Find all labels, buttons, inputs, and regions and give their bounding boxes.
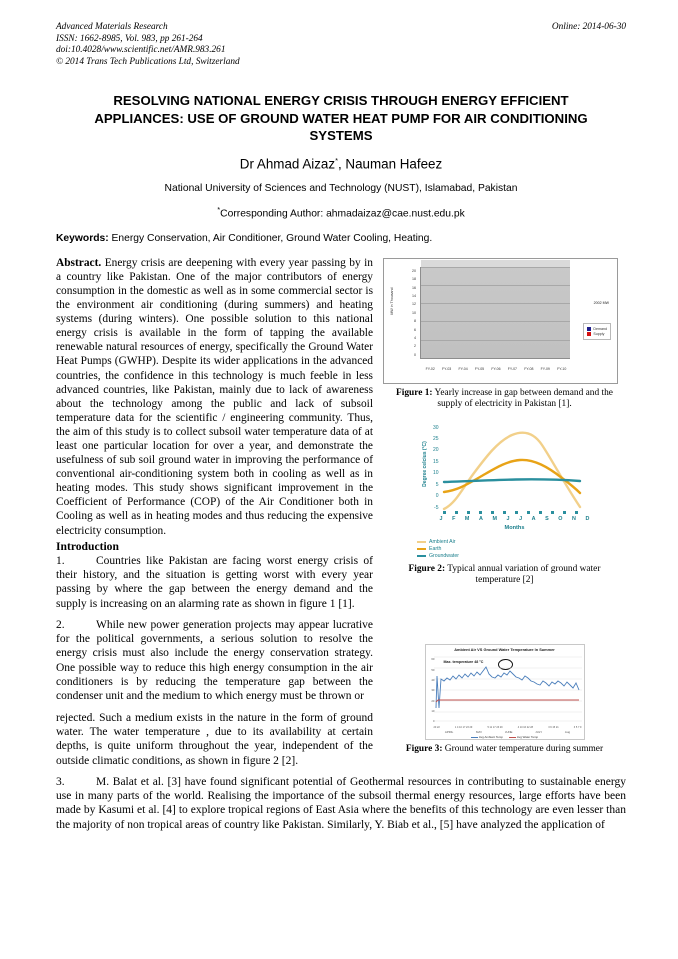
- legend-item-groundwater: Groundwater: [417, 553, 626, 560]
- figure-column: [383, 258, 626, 766]
- figure-3-annotation: Max. temperature 48 °C: [443, 660, 484, 665]
- figure-1-x-ticks: FY-02 FY-03 FY-04 FY-05 FY-06 FY-07 FY-08 FY-09 FY-10: [425, 366, 567, 371]
- corresponding-author-line: [56, 205, 626, 219]
- journal-header-right: [552, 22, 626, 34]
- figure-1-chart: [383, 258, 618, 384]
- keywords-value: Energy Conservation, Air Conditioner, Ground Water Cooling, Heating.: [111, 232, 433, 244]
- journal-name: Advanced Materials Research: [56, 22, 168, 32]
- journal-issn: ISSN: 1662-8985, Vol. 983, pp 261-264: [56, 33, 203, 44]
- legend-item-avg-ambient-temp: Avg Ambient Temp: [471, 735, 503, 739]
- author-primary: Dr Ahmad Aizaz: [239, 156, 336, 172]
- figure-3-caption: Figure 3: Ground water temperature during summer: [405, 744, 604, 755]
- corresponding-author-marker: *: [335, 155, 338, 165]
- asterisk-icon: *: [217, 205, 221, 215]
- author-secondary: , Nauman Hafeez: [337, 156, 443, 172]
- figure-3-chart: [425, 644, 585, 740]
- journal-header-left: [56, 22, 240, 68]
- figure-3-block: [383, 644, 626, 755]
- figure-2-x-axis-title: Months: [504, 524, 525, 531]
- figure-2-y-axis-title: Degree celcius (°C): [421, 440, 428, 487]
- paragraph-number: 1.: [56, 554, 65, 567]
- legend-item-ambient-air: Ambient Air: [417, 539, 626, 546]
- abstract-label: Abstract.: [56, 256, 102, 269]
- legend-item-demand: Demand: [587, 327, 607, 331]
- legend-item-supply: Supply: [587, 332, 607, 336]
- figure-3-x-ticks: 20 22 1 4 10 17 23 29 5 11 17 23 29 4 10 16 22 28 3 9 15 21 3 5 7 9: [433, 726, 582, 730]
- abstract-text: Energy crisis are deepening with every year passing by in a country like Pakistan. One of the major contributors of energy consumption in the domestic as well as in some commercial sector is the environment air conditioning (during summers) and heating systems (during winters). One possible solution to this national energy crisis is available in the form of tapping the available renewable natural resources of energy, specifically the Ground Water Heat Pumps (GWHP). Despite its wider applications in the advanced countries, the confidence in this technology is much feeble in less advanced countries, like Pakistan, mainly due to lack of awareness about the technology among the public and lack of subsoil temperature data for the scientific / engineering community. Thus, the aim of this study is to collect subsoil water temperature data of at least one particular location for over a year, and demonstrate the usefulness of sub soil ground water in improving the performance of conventional air-conditioning system both in cooling as well as in heating modes. This study shows significant improvement in the Coefficient of Performance (COP) of the Air Conditioner both in Cooling as well as in heating modes and thus reducing the expensive electricity consumption.: [56, 256, 373, 537]
- page-title: RESOLVING NATIONAL ENERGY CRISIS THROUGH ENERGY EFFICIENT APPLIANCES: USE OF GROUND WATER HEAT PUMP FOR AIR CONDITIONING SYSTEMS: [94, 93, 588, 144]
- journal-copyright: © 2014 Trans Tech Publications Ltd, Switzerland: [56, 56, 240, 67]
- figure-1-y-ticks: 20 18 16 14 12 10 8 6 4 2 0: [412, 268, 416, 357]
- corresponding-author-text: Corresponding Author: ahmadaizaz@cae.nust.edu.pk: [220, 208, 465, 220]
- figure-3-title: Ambient Air VS Ground Water Temperature In Summer: [454, 647, 555, 653]
- figure-2-legend: [417, 539, 626, 560]
- paragraph-text: M. Balat et al. [3] have found significant potential of Geothermal resources in contributing to sustainable energy use in many parts of the world. Realising the importance of the subsoil thermal energy resources, large efforts have been made by Kasumi et al. [4] to explore tropical regions of East Asia where the benefits of this technology are even lesser than the majority of non tropical areas of country like Pakistan. Similarly, Y. Biab et al., [5] have analyzed the application of: [56, 775, 626, 831]
- figure-1-annotation: 2002 MW: [593, 300, 609, 305]
- paragraph-text: Countries like Pakistan are facing worst energy crisis of their history, and the situation is getting worst with every year passing by where the gap between the energy demand and the supply is increasing on an alarming rate as shown in figure 1 [1].: [56, 554, 373, 610]
- paragraph-text: While new power generation projects may appear lucrative for the political governments, a serious solution to resolve the energy crisis must also include the energy conservation strategy. One possible way to reduce this high energy consumption in the air conditioners is by reducing the temperature gap between the condenser unit and the medium to which energy must be thrown or: [56, 618, 373, 703]
- keywords-line: [56, 233, 626, 244]
- figure-1-legend: [583, 323, 611, 340]
- figure-1-block: [383, 258, 626, 411]
- figure-2-chart: [410, 421, 600, 539]
- legend-item-earth: Earth: [417, 546, 626, 553]
- legend-item-avg-water-temp: Avg Water Temp: [509, 735, 538, 739]
- paragraph-number: 3.: [56, 775, 65, 788]
- figure-3-lines: [434, 655, 582, 723]
- figure-3-y-ticks: 60 50 40 30 20 10: [431, 657, 435, 714]
- figure-1-caption: Figure 1: Yearly increase in gap between demand and the supply of electricity in Pakistan [1].: [396, 387, 613, 410]
- figure-2-block: [383, 421, 626, 587]
- figure-2-lines: [440, 423, 592, 515]
- section-heading-introduction: Introduction: [56, 539, 119, 553]
- journal-doi: doi:10.4028/www.scientific.net/AMR.983.261: [56, 45, 226, 56]
- paragraph-3: [56, 775, 626, 832]
- affiliation: National University of Sciences and Technology (NUST), Islamabad, Pakistan: [164, 183, 518, 195]
- figure-3-legend: [426, 735, 584, 739]
- body-wrap: [56, 256, 626, 832]
- paragraph-text: rejected. Such a medium exists in the nature in the form of ground water. The water temperature , due to its availability at certain depths, is quite uniform throughout the year, independent of the outside climatic conditions, as shown in figure 2 [2].: [56, 711, 373, 767]
- keywords-label: Keywords:: [56, 232, 109, 244]
- figure-1-bars: [422, 265, 570, 357]
- figure-2-x-ticks: J F M A M J J A S O N D: [439, 515, 590, 522]
- figure-2-y-ticks: 30 25 20 15 10 5 0 -5: [432, 424, 439, 511]
- online-date: Online: 2014-06-30: [551, 22, 626, 32]
- figure-1-y-axis-title: MW in Thousand: [390, 287, 394, 315]
- author-list: [56, 156, 626, 171]
- paragraph-number: 2.: [56, 618, 65, 631]
- figure-2-caption: Figure 2: Typical annual variation of ground water temperature [2]: [408, 563, 601, 585]
- figure-3-month-labels: APRIL MAY JUNE JULY Aug: [444, 730, 571, 735]
- journal-header: [56, 22, 626, 68]
